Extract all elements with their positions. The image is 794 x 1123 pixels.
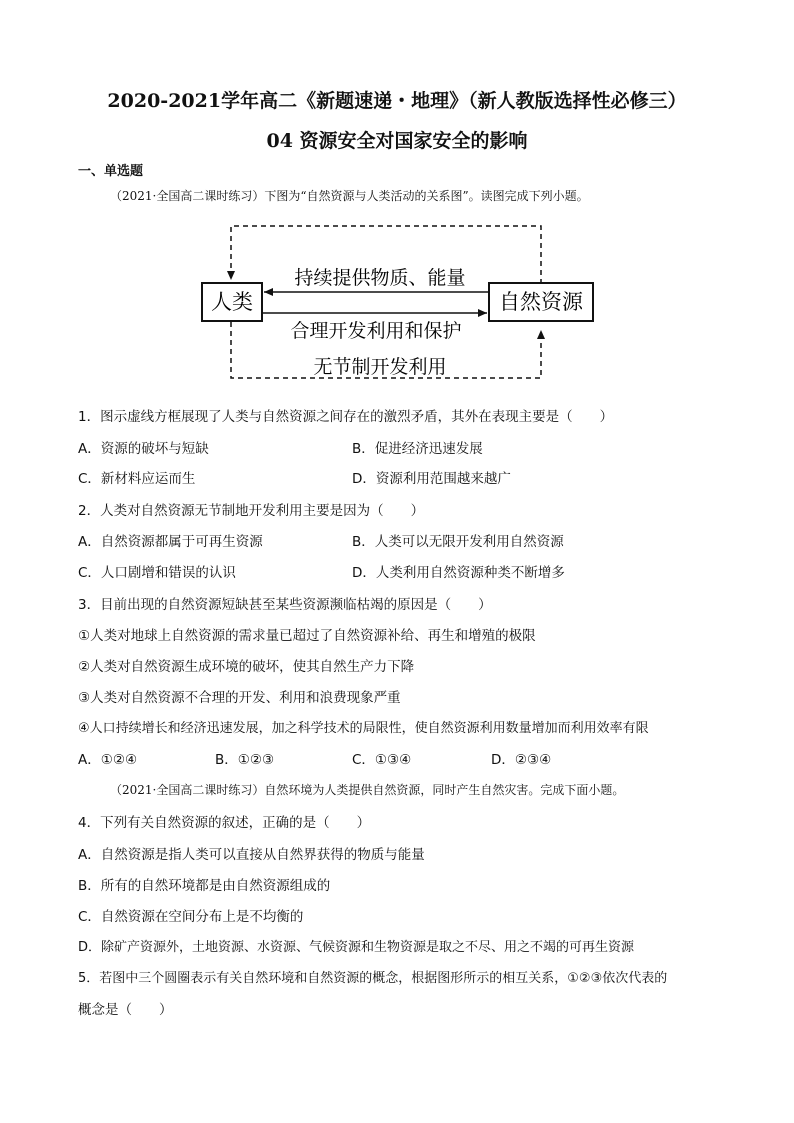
q1-stem: 1．图示虚线方框展现了人类与自然资源之间存在的激烈矛盾，其外在表现主要是（ ）	[78, 409, 614, 425]
natural-resource-label: 自然资源	[499, 290, 583, 314]
q3-option-d[interactable]: D．②③④	[491, 752, 552, 768]
intro-text-1: （2021·全国高二课时练习）下图为“自然资源与人类活动的关系图”。读图完成下列小题。	[110, 189, 589, 203]
q2-option-b[interactable]: B．人类可以无限开发利用自然资源	[352, 534, 564, 550]
use-label: 合理开发利用和保护	[290, 320, 462, 342]
document-subtitle: 04 资源安全对国家安全的影响	[266, 130, 528, 152]
q4-option-a[interactable]: A．自然资源是指人类可以直接从自然界获得的物质与能量	[78, 847, 425, 863]
supply-label: 持续提供物质、能量	[294, 267, 466, 289]
q1-option-d[interactable]: D．资源利用范围越来越广	[352, 471, 511, 487]
q4-option-b[interactable]: B．所有的自然环境都是由自然资源组成的	[78, 878, 331, 894]
section-heading: 一、单选题	[78, 164, 144, 179]
q5-stem-line-1: 5．若图中三个圆圈表示有关自然环境和自然资源的概念，根据图形所示的相互关系，①②③依次代表的	[78, 971, 668, 986]
q3-statement-3: ③人类对自然资源不合理的开发、利用和浪费现象严重	[78, 690, 401, 706]
q2-option-d[interactable]: D．人类利用自然资源种类不断增多	[352, 565, 565, 581]
q2-stem: 2．人类对自然资源无节制地开发利用主要是因为（ ）	[78, 503, 425, 519]
q4-option-d[interactable]: D．除矿产资源外，土地资源、水资源、气候资源和生物资源是取之不尽、用之不竭的可再生资源	[78, 940, 635, 955]
q2-option-a[interactable]: A．自然资源都属于可再生资源	[78, 534, 263, 550]
q3-option-c[interactable]: C．①③④	[352, 752, 412, 768]
q1-option-c[interactable]: C．新材料应运而生	[78, 471, 196, 487]
q3-stem: 3．目前出现的自然资源短缺甚至某些资源濒临枯竭的原因是（ ）	[78, 597, 492, 613]
human-label: 人类	[211, 290, 253, 314]
relationship-diagram	[200, 222, 600, 384]
document-title: 2020-2021学年高二《新题速递・地理》（新人教版选择性必修三）	[107, 90, 687, 112]
q3-option-a[interactable]: A．①②④	[78, 752, 138, 768]
q5-stem-line-2: 概念是（ ）	[78, 1002, 173, 1018]
q4-option-c[interactable]: C．自然资源在空间分布上是不均衡的	[78, 909, 304, 925]
q4-stem: 4．下列有关自然资源的叙述，正确的是（ ）	[78, 815, 371, 831]
q3-statement-4: ④人口持续增长和经济迅速发展，加之科学技术的局限性，使自然资源利用数量增加而利用效率有限	[78, 721, 649, 736]
q3-option-b[interactable]: B．①②③	[215, 752, 275, 768]
q1-option-a[interactable]: A．资源的破坏与短缺	[78, 441, 209, 457]
overuse-label: 无节制开发利用	[313, 356, 447, 378]
q1-option-b[interactable]: B．促进经济迅速发展	[352, 441, 483, 457]
q3-statement-1: ①人类对地球上自然资源的需求量已超过了自然资源补给、再生和增殖的极限	[78, 628, 536, 644]
q3-statement-2: ②人类对自然资源生成环境的破坏，使其自然生产力下降	[78, 659, 415, 675]
q2-option-c[interactable]: C．人口剧增和错误的认识	[78, 565, 236, 581]
intro-text-2: （2021·全国高二课时练习）自然环境为人类提供自然资源，同时产生自然灾害。完成下面小题。	[110, 783, 625, 797]
